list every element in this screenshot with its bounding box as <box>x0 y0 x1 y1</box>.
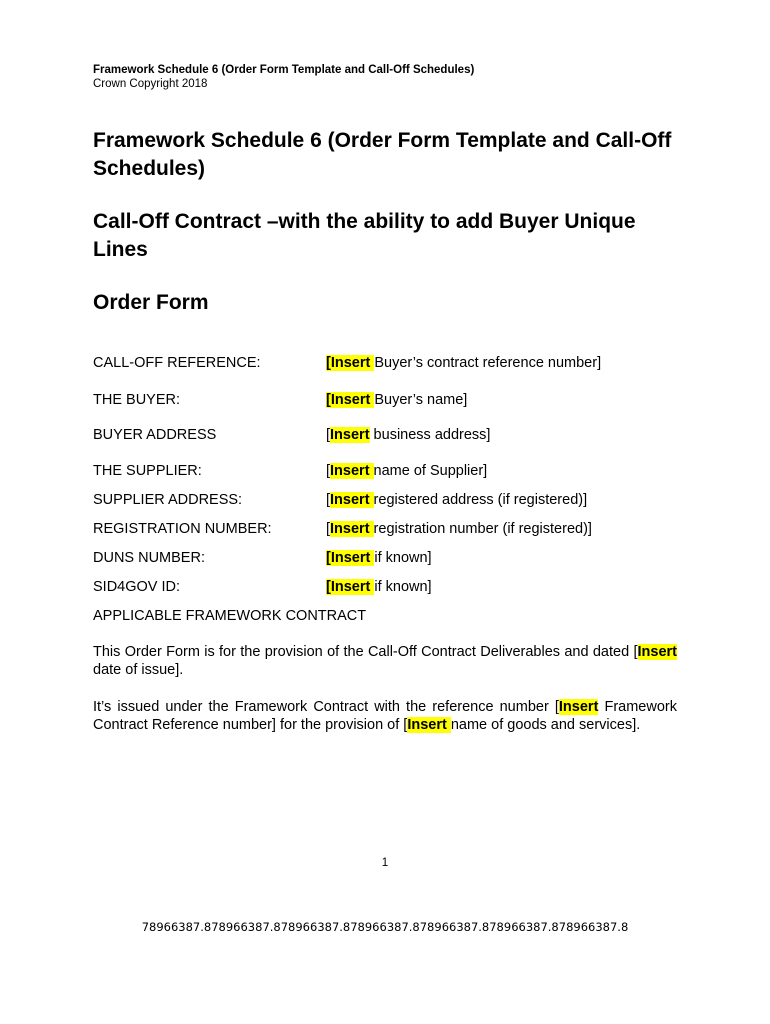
field-value <box>326 491 587 509</box>
bracket: [ <box>326 355 331 371</box>
insert-highlight: Insert <box>330 550 375 566</box>
insert-highlight: Insert <box>637 644 677 660</box>
bracket: [ <box>326 392 331 408</box>
insert-highlight: Insert <box>330 492 374 508</box>
insert-highlight: Insert <box>330 521 374 537</box>
paragraph-text: It’s issued under the Framework Contract with the reference number <box>93 699 555 715</box>
field-label: CALL-OFF REFERENCE: <box>93 355 261 371</box>
field-label: THE SUPPLIER: <box>93 463 202 479</box>
page-number: 1 <box>381 857 389 869</box>
bracket: [ <box>326 492 331 508</box>
paragraph-text: This Order Form is for the provision of the Call-Off Contract Deliverables and dated <box>93 644 634 660</box>
field-label: REGISTRATION NUMBER: <box>93 521 272 537</box>
field-placeholder-text: Buyer’s contract reference number] <box>374 355 602 371</box>
bracket: [ <box>403 717 408 733</box>
paragraph-text: Framework Contract Reference number] for the provision of <box>93 699 677 733</box>
field-label: DUNS NUMBER: <box>93 550 205 566</box>
bracket: [ <box>326 463 331 479</box>
insert-highlight: Insert <box>558 699 599 715</box>
bracket: [ <box>326 550 331 566</box>
bracket: [ <box>554 699 559 715</box>
field-label: SUPPLIER ADDRESS: <box>93 492 243 508</box>
bracket: [ <box>326 427 331 443</box>
paragraph-text: date of issue]. <box>93 662 184 678</box>
document-footer-reference: 78966387.878966387.878966387.878966387.878966387.878966387.878966387.8 <box>141 920 629 934</box>
field-value <box>326 578 432 596</box>
field-placeholder-text: if known] <box>374 579 432 595</box>
insert-highlight: Insert <box>330 579 375 595</box>
applicable-framework-contract: APPLICABLE FRAMEWORK CONTRACT <box>93 608 367 624</box>
paragraph-text: name of goods and services]. <box>450 717 641 733</box>
contract-heading: Call-Off Contract –with the ability to add Buyer Unique Lines <box>93 210 636 261</box>
field-label: THE BUYER: <box>93 392 181 408</box>
field-value <box>326 354 601 372</box>
field-placeholder-text: registered address (if registered)] <box>373 492 588 508</box>
insert-highlight: Insert <box>407 717 451 733</box>
bracket: [ <box>326 521 331 537</box>
insert-highlight: Insert <box>330 463 374 479</box>
field-label: BUYER ADDRESS <box>93 427 217 443</box>
field-label: SID4GOV ID: <box>93 579 181 595</box>
field-value <box>326 520 592 538</box>
insert-highlight: Insert <box>330 392 375 408</box>
field-value <box>326 426 490 444</box>
insert-highlight: Insert <box>330 355 375 371</box>
bracket: [ <box>633 644 638 660</box>
field-value <box>326 549 432 567</box>
document-title: Framework Schedule 6 (Order Form Template and Call-Off Schedules) <box>93 129 672 180</box>
field-placeholder-text: if known] <box>374 550 432 566</box>
order-form-paragraph <box>93 643 677 679</box>
header-title: Framework Schedule 6 (Order Form Template and Call-Off Schedules) <box>93 64 475 76</box>
field-placeholder-text: name of Supplier] <box>373 463 488 479</box>
framework-reference-paragraph <box>93 698 677 734</box>
running-header <box>93 63 474 91</box>
field-value <box>326 462 487 480</box>
bracket: [ <box>326 579 331 595</box>
header-copyright: Crown Copyright 2018 <box>93 78 208 90</box>
field-value <box>326 391 467 409</box>
field-placeholder-text: registration number (if registered)] <box>373 521 592 537</box>
field-placeholder-text: Buyer’s name] <box>374 392 468 408</box>
field-placeholder-text: business address] <box>369 427 491 443</box>
insert-highlight: Insert <box>330 427 370 443</box>
order-form-heading: Order Form <box>93 291 209 314</box>
